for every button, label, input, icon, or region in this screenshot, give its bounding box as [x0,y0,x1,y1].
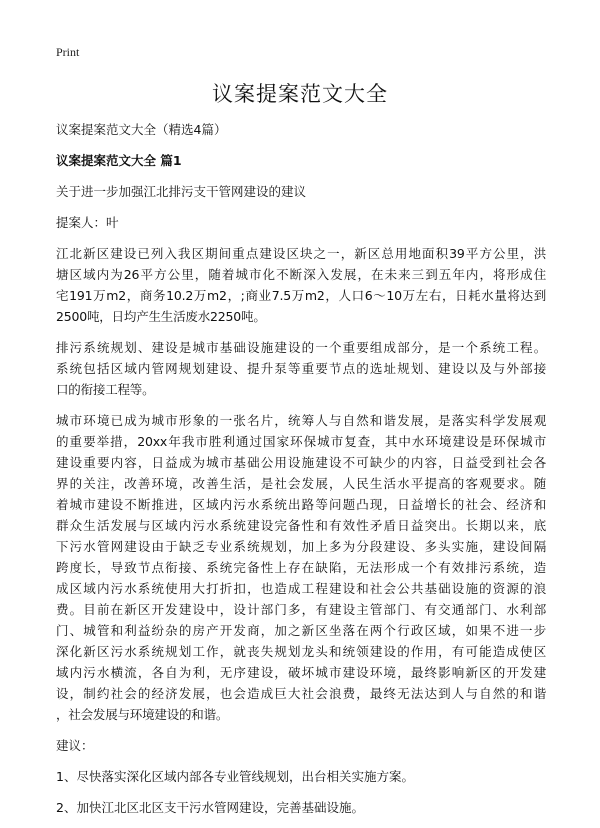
paragraph-line: 跨度长，导致节点衔接、系统完备性上存在缺陷，无法形成一个有效排污系统，造 [56,560,546,575]
paragraph-line: 系统包括区域内管网规划建设、提升泵等重要节点的选址规划、建设以及与外部接 [56,361,546,376]
paragraph-line: 设，制约社会的经济发展，也会造成巨大社会浪费，最终无法达到人与自然的和谐 [56,686,546,701]
paragraph-line: 排污系统规划、建设是城市基础设施建设的一个重要组成部分，是一个系统工程。 [56,340,546,355]
paragraph-line: 门、城管和利益纷杂的房产开发商，加之新区坐落在两个行政区域，如果不进一步 [56,623,546,638]
advice-item-1: 1、尽快落实深化区域内部各专业管线规划，出台相关实施方案。 [56,769,414,784]
paragraph-line: 江北新区建设已列入我区期间重点建设区块之一，新区总用地面积39平方公里，洪 [56,246,546,261]
advice-heading: 建议： [56,738,94,753]
paragraph-line: 塘区域内为26平方公里，随着城市化不断深入发展，在未来三到五年内，将形成住 [56,267,546,282]
paragraph-line: 的重要举措，20xx年我市胜利通过国家环保城市复查，其中水环境建设是环保城市 [56,434,546,449]
print-link[interactable]: Print [56,45,80,59]
paragraph-1 [56,243,546,327]
paragraph-line: 下污水管网建设由于缺乏专业系统规划，加上多为分段建设、多头实施，建设间隔 [56,539,546,554]
proposer-line: 提案人：叶 [56,215,119,230]
document-title: 议案提案范文大全 [212,82,388,106]
paragraph-line: 界的关注，改善环境，改善生活，是社会发展，人民生活水平提高的客观要求。随 [56,476,546,491]
paragraph-line: 费。目前在新区开发建设中，设计部门多，有建设主管部门、有交通部门、水利部 [56,602,546,617]
proposal-title: 关于进一步加强江北排污支干管网建设的建议 [56,184,307,199]
document-body [56,119,546,828]
paragraph-line: 深化新区污水系统规划工作，就丧失规划龙头和统领建设的作用，有可能造成使区 [56,644,546,659]
paragraph-line: 成区域内污水系统使用大打折扣，也造成工程建设和社会公共基础设施的资源的浪 [56,581,546,596]
paragraph-line: 着城市建设不断推进，区域内污水系统出路等问题凸现，日益增长的社会、经济和 [56,497,546,512]
paragraph-2 [56,337,546,400]
document-subtitle: 议案提案范文大全（精选4篇） [56,122,227,137]
paragraph-line: ，社会发展与环境建设的和谐。 [56,707,229,722]
advice-item-2: 2、加快江北区北区支干污水管网建设，完善基础设施。 [56,800,364,815]
chapter-heading: 议案提案范文大全 篇1 [56,153,182,168]
paragraph-line: 建设重要内容，日益成为城市基础公用设施建设不可缺少的内容，日益受到社会各 [56,455,546,470]
paragraph-line: 2500吨，日均产生生活废水2250吨。 [56,309,266,324]
paragraph-line: 口的衔接工程等。 [56,382,155,397]
paragraph-3 [56,410,546,725]
paragraph-line: 宅191万m2，商务10.2万m2，;商业7.5万m2，人口6～10万左右，日耗水量将达到 [56,288,546,303]
paragraph-line: 城市环境已成为城市形象的一张名片，统筹人与自然和谐发展，是落实科学发展观 [56,413,546,428]
paragraph-line: 群众生活发展与区域内污水系统建设完备性和有效性矛盾日益突出。长期以来，底 [56,518,546,533]
paragraph-line: 域内污水横流，各自为利，无序建设，破坏城市建设环境，最终影响新区的开发建 [56,665,546,680]
